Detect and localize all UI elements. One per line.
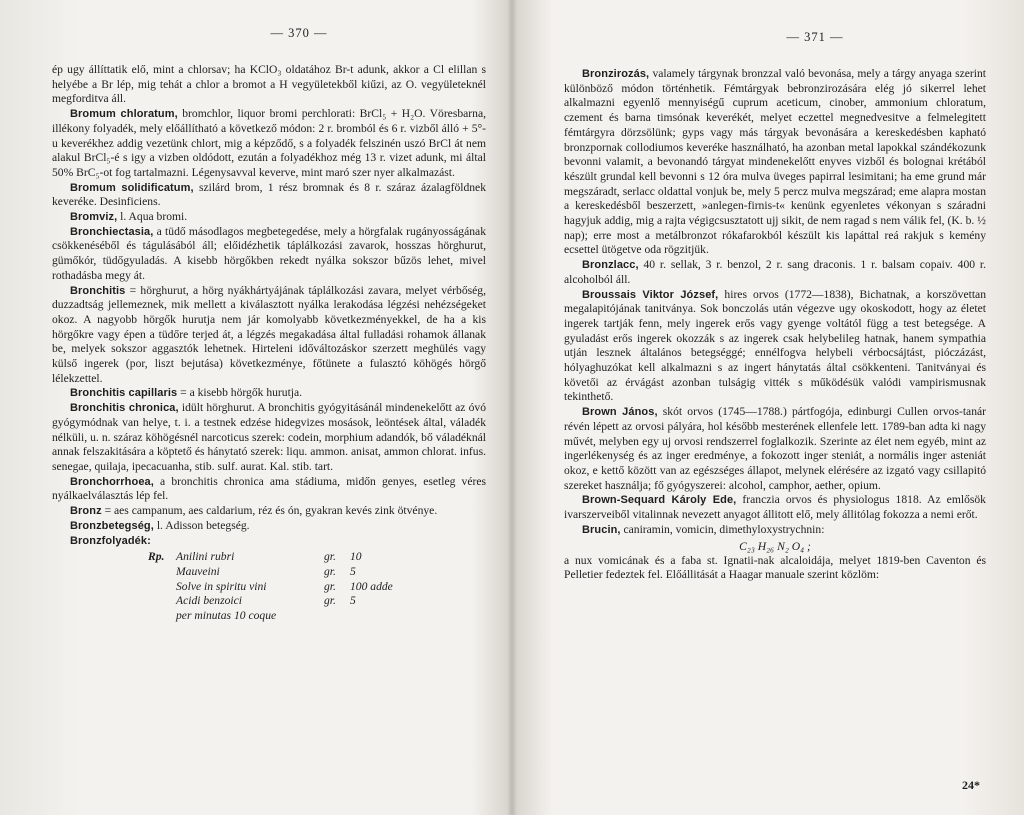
entry-brucin bbox=[564, 523, 986, 538]
recipe-quantity: 100 adde bbox=[350, 579, 393, 593]
entry-bronchitis bbox=[52, 284, 486, 387]
entry-text: caniramin, vomicin, dimethyloxystrychnin: bbox=[620, 522, 825, 536]
recipe-ingredient: Acidi benzoici bbox=[176, 594, 243, 608]
entry-text: a tüdő másodlagos megbetegedése, mely a hörgfalak rugányosságának csökkenéséből és tágulásából áll; előidézhetik táplálkozási zavarok, hosszas hörghurut, gümőkór, tüdőgyuladás. A kisebb hörgőkben rekedt nyálka sokszor bűzös lehet, mivel rothadásba megy át. bbox=[52, 224, 486, 282]
entry-text: valamely tárgynak bronzzal való bevonása, mely a tárgy anyaga szerint különböző módon történhetik. Fémtárgyak bebronzirozására elég jó sikerrel lehet alkalmazni egyenlő mennyiségű cuprum aceticum, cinober, ammonium chloratum, czement és barna timsónak keverékét, melyet eczettel megnedvesitve a felmelegitett fémtárgyra dörzsölünk; gyps vagy más tárgyak bevonására a kereskedésben kapható bronzpornak collodiumos keveréke használható, ha azonban metal lapokkal szándékozunk bevonni valamit, a bevonandó tárgyat mindenekelőtt enyves vizből és bolognai krétából készült grundal kell bevonni s 12 óra mulva üveges papirral lesimitani; ha eme grund már megszáradt, serlacc oldattal vonjuk be, mely 5 percz mulva megszárad; eme alapra mostan a kereskedésből beszerzett, »anlegen-firnis-t« kenünk egyenletes vékonyan s száradni hagyjuk addig, mig a rajta végigcsusztatott ujj sikit, de nem ragad s nem válik fel, (K. b. ½ nap); erre most a metálbronzot rókafarokból készült kis lapáttal reá rakjuk s kemény ecsettel ütögetve oda rögzitjük. bbox=[564, 67, 986, 257]
entry-headword: Bromviz, bbox=[70, 211, 118, 224]
entry-text: 40 r. sellak, 3 r. benzol, 2 r. sang draconis. 1 r. balsam copaiv. 400 r. alcoholból áll. bbox=[564, 258, 986, 286]
signature-mark: 24* bbox=[962, 778, 980, 792]
paragraph: ép ugy állíttatik elő, mint a chlorsav; ha KClO₃ oldatához Br-t adunk, akkor a Cl elillan s helyébe a Br lép, mig tehát a chlor a bromot a H vegyületekből kiűzi, az O. vegyületeknél megforditva áll. bbox=[52, 63, 486, 106]
right-page bbox=[512, 0, 1024, 815]
paragraph: a nux vomicának és a faba st. Ignatii-nak alcaloidája, melyet 1819-ben Caventon és Pelletier fedeztek fel. Előállitását a Haagar manuale szerint közlöm: bbox=[564, 553, 986, 582]
recipe-unit: gr. bbox=[324, 594, 336, 608]
entry-bronchitis-capillaris bbox=[52, 386, 486, 401]
entry-headword: Bronzbetegség, bbox=[70, 519, 154, 532]
right-text bbox=[564, 67, 986, 583]
entry-bronchorrhoea bbox=[52, 475, 486, 504]
left-text bbox=[52, 63, 486, 624]
entry-bromum-solidificatum bbox=[52, 181, 486, 210]
recipe-row bbox=[148, 550, 486, 565]
entry-bronzfolyadek bbox=[52, 534, 486, 549]
entry-broussais bbox=[564, 288, 986, 406]
recipe-ingredient: Anilini rubri bbox=[176, 550, 235, 564]
entry-bronzbetegseg bbox=[52, 519, 486, 534]
chemical-formula: C₂₃ H₂₆ N₂ O₄ ; bbox=[739, 539, 811, 553]
entry-headword: Bronchitis chronica, bbox=[70, 402, 179, 415]
recipe-unit: gr. bbox=[324, 564, 336, 578]
entry-headword: Bronzirozás, bbox=[582, 68, 650, 80]
entry-text: = a kisebb hörgők hurutja. bbox=[177, 386, 303, 400]
recipe bbox=[148, 550, 486, 624]
entry-brown-sequard bbox=[564, 493, 986, 522]
entry-headword: Brucin, bbox=[582, 523, 621, 536]
recipe-row bbox=[148, 594, 486, 609]
recipe-quantity: 5 bbox=[350, 564, 356, 578]
entry-headword: Brown-Sequard Károly Ede, bbox=[582, 494, 737, 507]
entry-text: l. Adisson betegség. bbox=[153, 518, 250, 532]
recipe-ingredient: Mauveini bbox=[176, 564, 220, 578]
page-number: — 370 — bbox=[270, 26, 328, 40]
recipe-row bbox=[148, 565, 486, 580]
entry-text: bromchlor, liquor bromi perchlorati: BrCl₅ + H₂O. Vöresbarna, illékony folyadék, mely előállítható a következő módon: 2 r. bromból és 6 r. vizből álló + 5°-u keverékhez addig vezetünk chlort, mig a képződő, s a folyadék felszinén uszó BrCl át nem alakul BrCl₅-é s igy a vizben oldódott, ezután a folyadékhoz még 13 r. vizet adunk, mi által 50% BrC₅-ot fog tartalmazni. Légenysavval keverve, mint maró szer nyer alkalmazást. bbox=[52, 107, 486, 179]
entry-headword: Brown János, bbox=[582, 406, 658, 419]
entry-headword: Bromum chloratum, bbox=[70, 108, 178, 121]
entry-headword: Bronchitis capillaris bbox=[70, 387, 178, 400]
entry-text: a bronchitis chronica ama stádiuma, midőn genyes, esetleg véres nyálkaelválasztás lép fel. bbox=[52, 474, 486, 503]
entry-bromum-chloratum bbox=[52, 107, 486, 181]
entry-headword: Bronchitis bbox=[70, 284, 126, 297]
entry-bronzirozas bbox=[564, 67, 986, 258]
entry-text: szilárd brom, 1 rész bromnak és 8 r. száraz ázalagföldnek keveréke. Desinficiens. bbox=[52, 180, 487, 209]
entry-bronchiectasia bbox=[52, 225, 486, 284]
entry-headword: Bronzlacc, bbox=[582, 259, 639, 272]
entry-text: franczia orvos és physiologus 1818. Az emlősök ivarszerveiből vitalinnak nevezett anyagot állitott elő, mely állitólag fokozza a nemi erőt. bbox=[564, 493, 986, 522]
entry-text: idült hörghurut. A bronchitis gyógyitásánál mindenekelőtt az óvó gyógymódnak van helye, t. i. a testnek edzése hidegvizes mosások, leöntések által, váladék nélküli, u. n. száraz köhögésnél narcoticus szerek: codein, morphium adandók, bő váladéknál annak felszakitására a köptető és hánytató szerek: liqu. ammon. anisat, ammon chlorat. infus. senegae, quilaja, ipecacuanha, stib. sulf. aurat. Kal. stib. tart. bbox=[52, 401, 486, 473]
entry-headword: Bronz bbox=[70, 505, 102, 518]
recipe-row bbox=[148, 580, 486, 595]
entry-text: = aes campanum, aes caldarium, réz és ón, gyakran kevés zink ötvénye. bbox=[101, 504, 438, 518]
recipe-instruction: per minutas 10 coque bbox=[176, 609, 277, 623]
entry-bronzlacc bbox=[564, 258, 986, 287]
entry-headword: Bronchiectasia, bbox=[70, 225, 154, 238]
entry-headword: Bronzfolyadék: bbox=[70, 534, 151, 547]
recipe-sign: Rp. bbox=[148, 550, 165, 564]
entry-headword: Bromum solidificatum, bbox=[70, 181, 194, 194]
recipe-quantity: 5 bbox=[350, 594, 356, 608]
entry-text: = hörghurut, a hörg nyákhártyájának táplálkozási zavara, melyet vérbőség, duzzadtság jellemeznek, mik mellett a kiválasztott nyálka lerakodása légzési nehézségeket okoz. A nagyobb hörgők hurutja nem jár komolyabb következményekkel, de ha a kis hörgőkre vagy épen a tüdőre terjed át, a légzés megakadása által fulladási rohamok állanak be, melyek sokszor aggasztók lehetnek. Hirteleni időváltozáskor szerzett meghülés vagy külső ingerek (por, liszt bejutása) következménye, főtünete a fulasztó köhögés hörgő lélekzettel. bbox=[52, 283, 486, 385]
entry-text: l. Aqua bromi. bbox=[117, 210, 188, 224]
entry-text: skót orvos (1745—1788.) pártfogója, edinburgi Cullen orvos-tanár révén lépett az orvosi pályára, hol később mesterének ellenfele lett. 1789-ban adta ki nagy művét, melyben egy uj orvosi rendszerrel foglalkozik. Szerinte az élet nem egyéb, mint az ingerlékenység és az inger eredménye, a fokozott inger steniát, a normális inger asteniát okoz, e kettő között van az egészséges állapot, melynek elérésére az izgató vagy csillapitó szereket használja; fő gyógyszerei: alcohol, camphor, aether, opium. bbox=[564, 405, 986, 492]
entry-bronz bbox=[52, 504, 486, 519]
entry-brown bbox=[564, 405, 986, 493]
recipe-unit: gr. bbox=[324, 579, 336, 593]
entry-text: hires orvos (1772—1838), Bichatnak, a korszövettan megalapitójának tanitványa. Sok bonczolás után végezve ugy okoskodott, hogy az életet ingerek tartják fenn, mely ingerek erős vagy gyenge voltától függ a test betegsége. A gyuladást erős ingerek okozzák s az ingerek csak helybelileg hatnak, hanem sympathia utján lesznek általános betegséggé; ennélfogva helybeli vérbocsájtást, pióczázást, hólyaghuzókat kell alkalmazni s az ingert hánytatás által csökkenteni. Tanitványai és követői az érvágást azonban tulságig vitték s működésük valódi vampirismusnak tekinthető. bbox=[564, 287, 986, 404]
entry-bromviz bbox=[52, 210, 486, 225]
recipe-unit: gr. bbox=[324, 550, 336, 564]
entry-bronchitis-chronica bbox=[52, 401, 486, 475]
recipe-row bbox=[148, 609, 486, 624]
recipe-quantity: 10 bbox=[350, 550, 362, 564]
recipe-ingredient: Solve in spiritu vini bbox=[176, 579, 267, 593]
page-number: — 371 — bbox=[786, 30, 844, 44]
entry-headword: Broussais Viktor József, bbox=[582, 288, 719, 301]
entry-headword: Bronchorrhoea, bbox=[70, 475, 154, 488]
